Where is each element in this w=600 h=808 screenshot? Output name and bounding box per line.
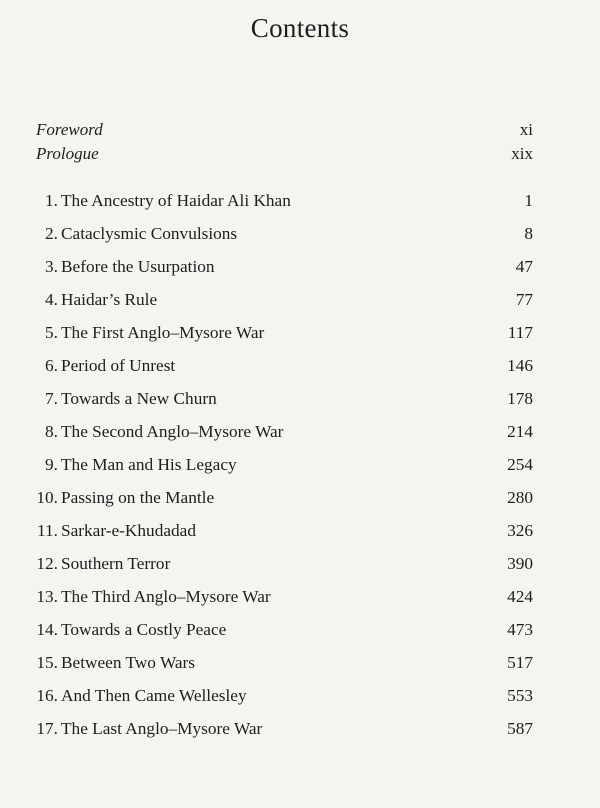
chapter-title: Period of Unrest	[61, 356, 176, 375]
chapter-page: 587	[507, 719, 533, 738]
chapter-title: Towards a Costly Peace	[61, 620, 227, 639]
toc-entry-chapter-12[interactable]	[30, 549, 533, 582]
toc-entry-chapter-11[interactable]	[30, 516, 533, 549]
toc-entry-prologue[interactable]	[36, 142, 533, 166]
chapter-title: And Then Came Wellesley	[61, 686, 247, 705]
toc-entry-chapter-7[interactable]	[30, 384, 533, 417]
toc-entry-chapter-6[interactable]	[30, 351, 533, 384]
toc-entry-chapter-9[interactable]	[30, 450, 533, 483]
chapter-page: 77	[515, 290, 533, 309]
toc-entry-chapter-2[interactable]	[30, 219, 533, 252]
chapter-page: 280	[507, 488, 533, 507]
chapter-page: 326	[507, 521, 533, 540]
chapter-page: 1	[524, 191, 533, 210]
chapter-page: 146	[507, 356, 533, 375]
chapter-title: The Man and His Legacy	[61, 455, 237, 474]
chapter-number: 16.	[36, 686, 58, 705]
chapter-number: 6.	[45, 356, 58, 375]
chapter-title: Sarkar-e-Khudadad	[61, 521, 196, 540]
toc-entry-chapter-16[interactable]	[30, 681, 533, 714]
front-matter-list	[36, 118, 533, 166]
chapter-title: Towards a New Churn	[61, 389, 217, 408]
chapter-title: The Second Anglo–Mysore War	[61, 422, 284, 441]
toc-entry-chapter-10[interactable]	[30, 483, 533, 516]
chapter-page: 473	[507, 620, 533, 639]
chapter-number: 2.	[45, 224, 58, 243]
chapter-list	[30, 186, 533, 747]
chapter-page: 390	[507, 554, 533, 573]
chapter-title: Passing on the Mantle	[61, 488, 215, 507]
chapter-number: 10.	[36, 488, 58, 507]
chapter-title: Cataclysmic Convulsions	[61, 224, 238, 243]
chapter-page: 178	[507, 389, 533, 408]
chapter-number: 11.	[37, 521, 58, 540]
chapter-page: 214	[507, 422, 533, 441]
toc-entry-chapter-14[interactable]	[30, 615, 533, 648]
chapter-number: 5.	[45, 323, 58, 342]
toc-entry-chapter-4[interactable]	[30, 285, 533, 318]
toc-entry-chapter-13[interactable]	[30, 582, 533, 615]
chapter-number: 15.	[36, 653, 58, 672]
chapter-title: Before the Usurpation	[61, 257, 215, 276]
chapter-page: 47	[515, 257, 533, 276]
toc-entry-chapter-1[interactable]	[30, 186, 533, 219]
chapter-title: Southern Terror	[61, 554, 171, 573]
chapter-number: 1.	[45, 191, 58, 210]
toc-entry-page: xix	[511, 144, 533, 163]
chapter-title: The Third Anglo–Mysore War	[61, 587, 271, 606]
toc-entry-label: Prologue	[36, 144, 99, 163]
chapter-page: 117	[507, 323, 533, 342]
chapter-number: 12.	[36, 554, 58, 573]
chapter-number: 9.	[45, 455, 58, 474]
chapter-page: 517	[507, 653, 533, 672]
toc-entry-chapter-8[interactable]	[30, 417, 533, 450]
chapter-title: The First Anglo–Mysore War	[61, 323, 265, 342]
chapter-number: 8.	[45, 422, 58, 441]
chapter-title: Between Two Wars	[61, 653, 196, 672]
chapter-page: 254	[507, 455, 533, 474]
toc-entry-page: xi	[519, 120, 533, 139]
chapter-page: 8	[524, 224, 533, 243]
toc-entry-chapter-17[interactable]	[30, 714, 533, 747]
chapter-number: 4.	[45, 290, 58, 309]
chapter-title: The Ancestry of Haidar Ali Khan	[61, 191, 291, 210]
toc-entry-foreword[interactable]	[36, 118, 533, 142]
chapter-number: 7.	[45, 389, 58, 408]
toc-entry-chapter-15[interactable]	[30, 648, 533, 681]
chapter-number: 14.	[36, 620, 58, 639]
toc-entry-chapter-3[interactable]	[30, 252, 533, 285]
chapter-title: The Last Anglo–Mysore War	[61, 719, 263, 738]
chapter-page: 553	[507, 686, 533, 705]
page-title: Contents	[250, 13, 350, 43]
chapter-number: 13.	[36, 587, 58, 606]
toc-entry-chapter-5[interactable]	[30, 318, 533, 351]
chapter-number: 17.	[36, 719, 58, 738]
chapter-page: 424	[507, 587, 533, 606]
chapter-number: 3.	[45, 257, 58, 276]
toc-entry-label: Foreword	[36, 120, 103, 139]
chapter-title: Haidar’s Rule	[61, 290, 158, 309]
